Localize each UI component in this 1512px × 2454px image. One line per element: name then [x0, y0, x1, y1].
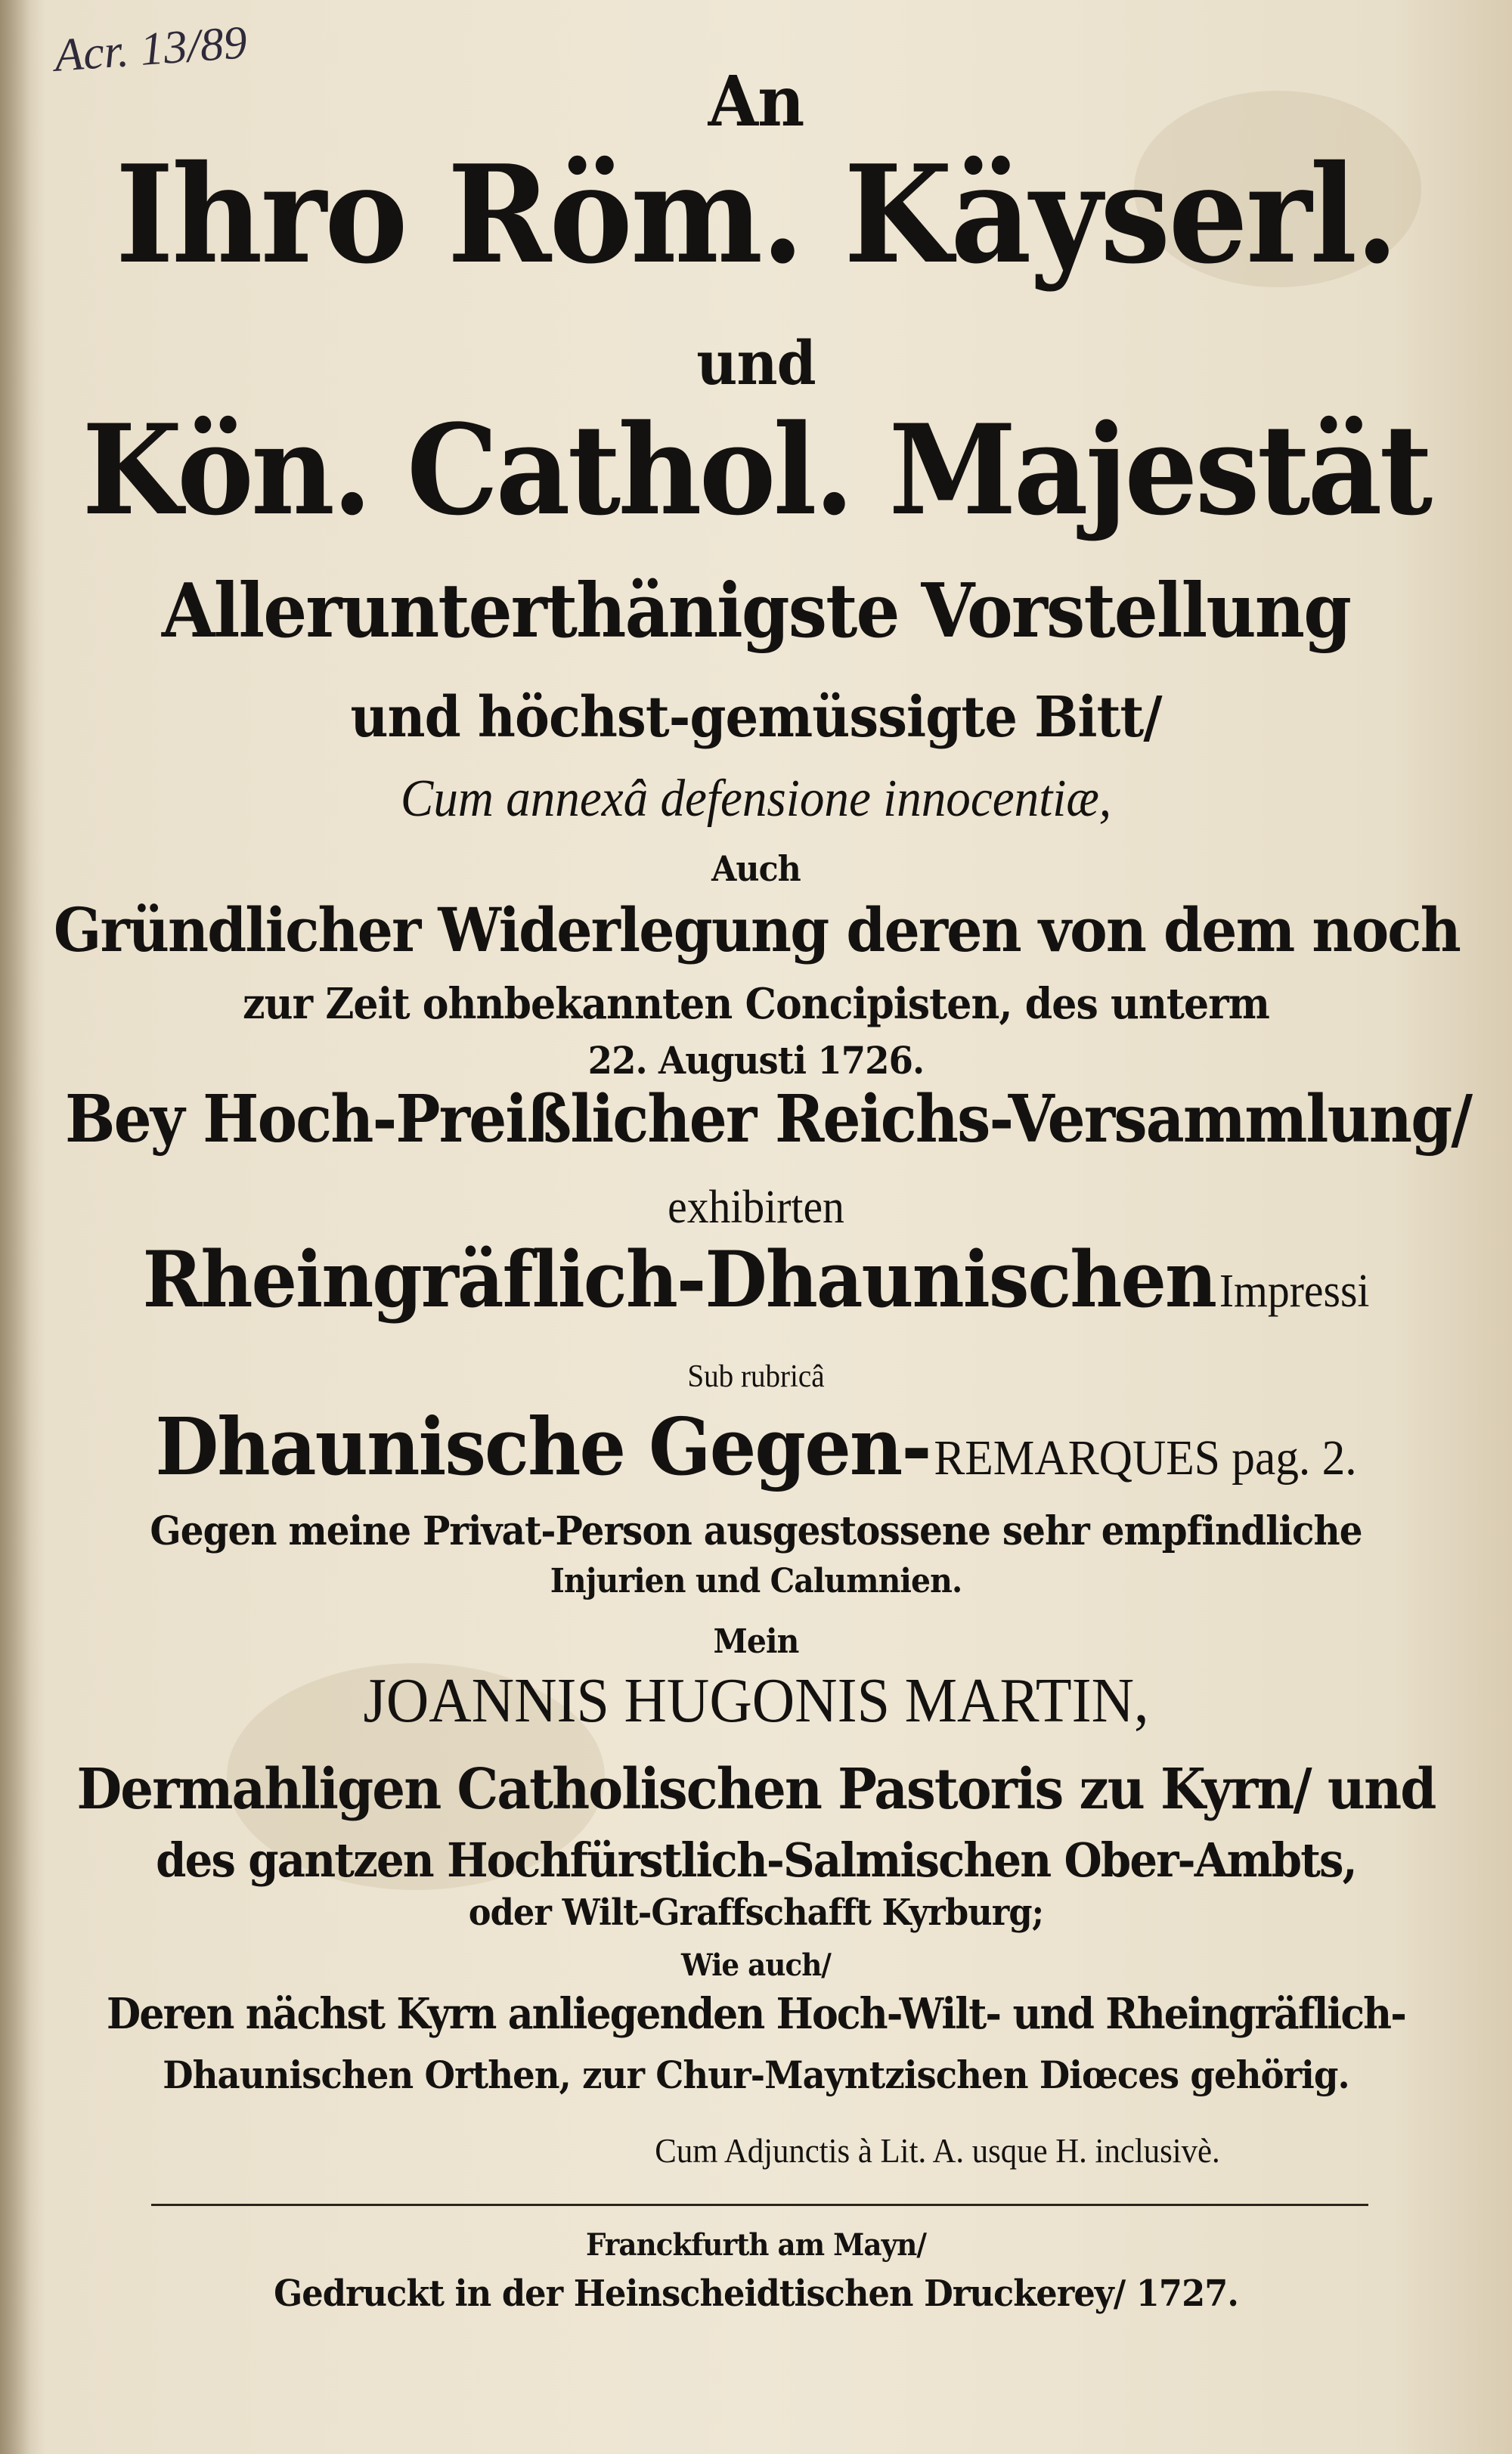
title-line-ober-ambts: des gantzen Hochfürstlich-Salmischen Ober-Ambts,: [156, 1833, 1356, 1888]
impressi-text: Impressi: [1219, 1266, 1370, 1317]
author-name: JOANNIS HUGONIS MARTIN,: [363, 1665, 1149, 1736]
gegen-text: Dhaunische Gegen-: [155, 1400, 931, 1493]
title-line-und: und: [696, 327, 816, 398]
title-line-kyrburg: oder Wilt-Graffschafft Kyrburg;: [468, 1892, 1044, 1934]
title-line-exhibirten: exhibirten: [668, 1182, 844, 1233]
remarques-text: REMARQUES pag. 2.: [934, 1430, 1357, 1486]
title-line-reichsversammlung: Bey Hoch-Preißlicher Reichs-Versammlung/: [64, 1081, 1472, 1157]
title-line-date: 22. Augusti 1726.: [587, 1038, 925, 1083]
title-line-auch: Auch: [711, 848, 801, 889]
title-line-concipisten: zur Zeit ohnbekannten Concipisten, des unterm: [243, 979, 1269, 1029]
title-line-bitt: und höchst-gemüssigte Bitt/: [350, 685, 1162, 750]
gutter-shadow: [0, 0, 30, 2454]
title-line-subrubrica: Sub rubricâ: [687, 1359, 825, 1394]
title-line-widerlegung: Gründlicher Widerlegung deren von dem noch: [53, 894, 1460, 965]
title-line-privatperson: Gegen meine Privat-Person ausgestossene sehr empfindliche: [150, 1508, 1362, 1554]
title-line-mein: Mein: [713, 1622, 799, 1661]
handwritten-shelfmark: Acr. 13/89: [52, 17, 249, 82]
imprint-printer: Gedruckt in der Heinscheidtischen Druckerey/ 1727.: [274, 2273, 1238, 2315]
title-line-dioeces: Dhaunischen Orthen, zur Chur-Mayntzischen Diœces gehörig.: [163, 2053, 1349, 2097]
title-line-injurien: Injurien und Calumnien.: [550, 1562, 962, 1600]
title-line-ihro: Ihro Röm. Käyserl.: [115, 135, 1397, 293]
title-line-majestaet: Kön. Cathol. Majestät: [82, 397, 1430, 543]
title-line-vorstellung: Allerunterthänigste Vorstellung: [161, 568, 1351, 655]
horizontal-rule: [151, 2204, 1368, 2206]
rheingraeflich-text: Rheingräflich-Dhaunischen: [142, 1235, 1216, 1325]
title-line-latin: Cum annexâ defensione innocentiæ,: [400, 770, 1112, 828]
title-line-an: An: [708, 60, 804, 142]
title-line-rheingraeflich: [53, 1235, 1459, 1325]
title-line-adjunctis: Cum Adjunctis à Lit. A. usque H. inclusivè.: [655, 2131, 1220, 2170]
title-line-remarques: [53, 1400, 1459, 1493]
title-line-orthen: Deren nächst Kyrn anliegenden Hoch-Wilt- und Rheingräflich-: [107, 1989, 1405, 2039]
title-line-pastoris: Dermahligen Catholischen Pastoris zu Kyrn/ und: [76, 1757, 1436, 1822]
imprint-place: Franckfurth am Mayn/: [585, 2227, 927, 2263]
title-line-wieauch: Wie auch/: [681, 1947, 831, 1983]
